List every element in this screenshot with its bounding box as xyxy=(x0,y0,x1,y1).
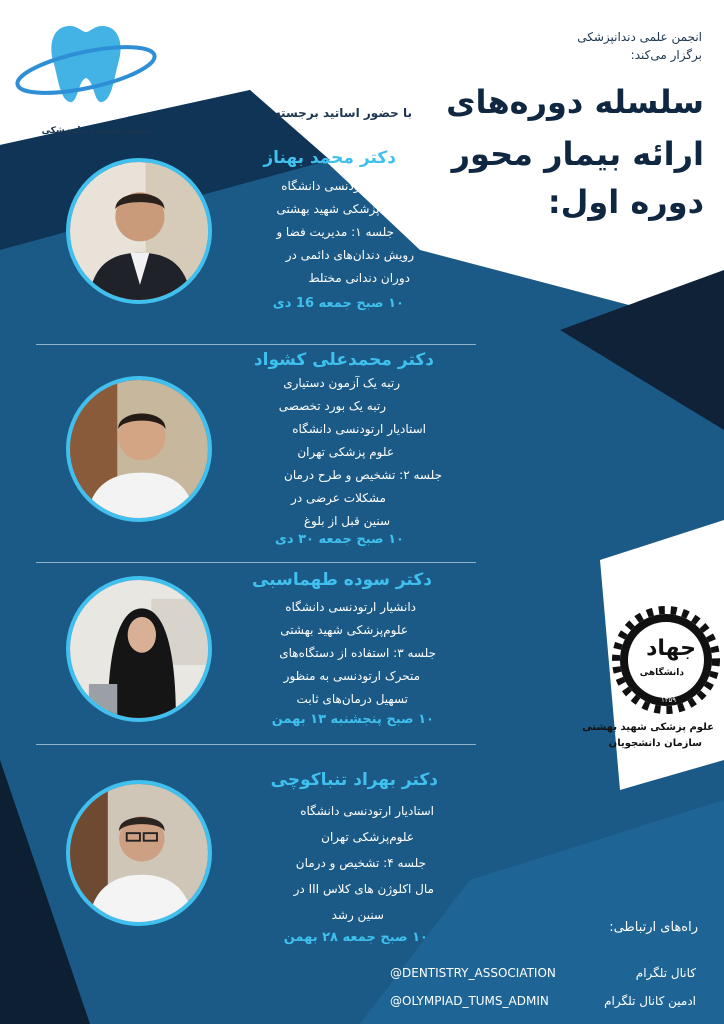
jahad-word: جهاد xyxy=(646,636,696,661)
speaker-name-2: دکتر محمدعلی کشواد xyxy=(253,350,434,370)
contact-label-1: کانال تلگرام xyxy=(635,966,696,980)
title-line-4: ارتودنسی xyxy=(549,231,704,269)
speaker-desc-2-line-7: سنین قبل از بلوغ xyxy=(303,514,390,528)
speaker-desc-3-line-1: دانشیار ارتودنسی دانشگاه xyxy=(285,600,416,614)
title-line-1: سلسله دوره‌های xyxy=(446,83,704,121)
speaker-desc-3-line-3: جلسه ۳: استفاده از دستگاه‌های xyxy=(279,646,436,660)
title-line-2: ارائه بیمار محور xyxy=(451,135,704,173)
speaker-desc-4-line-1: استادیار ارتودنسی دانشگاه xyxy=(300,804,434,818)
speaker-desc-2-line-1: رتبه یک آزمون دستیاری xyxy=(283,376,400,390)
speaker-desc-4-line-5: سنین رشد xyxy=(331,908,384,922)
portrait-placeholder xyxy=(70,380,208,518)
speaker-date-1: ۱۰ صبح جمعه 16 دی xyxy=(272,296,404,311)
speaker-desc-1-line-1: دانشیار ارتودنسی دانشگاه xyxy=(281,179,412,193)
speaker-desc-1-line-5: دوران دندانی مختلط xyxy=(308,271,410,285)
jahad-line-1: علوم پزشکی شهید بهشتی xyxy=(582,722,714,733)
portrait-placeholder xyxy=(70,784,208,922)
speaker-desc-3-line-4: متحرک ارتودنسی به منظور xyxy=(283,669,420,683)
speaker-name-4: دکتر بهراد تنباکوچی xyxy=(270,770,438,790)
speaker-date-3: ۱۰ صبح پنجشنبه ۱۳ بهمن xyxy=(271,712,434,727)
logo-caption: انجمن علمی دندانپزشکی xyxy=(41,126,152,136)
divider-1 xyxy=(36,344,476,345)
jahad-emblem xyxy=(612,606,720,714)
speaker-desc-2-line-6: مشکلات عرضی در xyxy=(291,491,386,505)
contact-heading: راه‌های ارتباطی: xyxy=(609,920,698,935)
telegram-admin-link[interactable]: @OLYMPIAD_TUMS_ADMIN xyxy=(390,994,549,1008)
contact-label-2: ادمین کانال تلگرام xyxy=(604,994,696,1008)
jahad-line-2: سازمان دانشجویان xyxy=(608,738,702,749)
jahad-year: ۱۳۵۹ xyxy=(660,696,676,704)
speaker-date-4: ۱۰ صبح جمعه ۲۸ بهمن xyxy=(283,930,428,945)
speaker-name-3: دکتر سوده طهماسبی xyxy=(252,570,432,590)
speaker-desc-4-line-2: علوم‌پزشکی تهران xyxy=(321,830,414,844)
speaker-photo-3 xyxy=(66,576,212,722)
title-line-3: دوره اول: xyxy=(547,183,704,221)
telegram-channel-link[interactable]: @DENTISTRY_ASSOCIATION xyxy=(390,966,556,980)
speaker-date-2: ۱۰ صبح جمعه ۳۰ دی xyxy=(275,532,404,547)
portrait-placeholder xyxy=(70,580,208,718)
jahad-sub: دانشگاهی xyxy=(639,668,684,678)
speaker-name-1: دکتر محمد بهناز xyxy=(263,148,396,168)
tooth-icon xyxy=(12,18,172,128)
speaker-desc-2-line-2: رتبه یک بورد تخصصی xyxy=(278,399,386,413)
portrait-placeholder xyxy=(70,162,208,300)
divider-2 xyxy=(36,562,476,563)
speaker-desc-1-line-4: رویش دندان‌های دائمی در xyxy=(285,248,414,262)
speaker-desc-3-line-5: تسهیل درمان‌های ثابت xyxy=(296,692,408,706)
speaker-desc-1-line-2: علوم پزشکی شهید بهشتی xyxy=(276,202,408,216)
speaker-desc-2-line-5: جلسه ۲: تشخیص و طرح درمان xyxy=(284,468,442,482)
speaker-desc-2-line-3: استادیار ارتودنسی دانشگاه xyxy=(292,422,426,436)
speaker-photo-4 xyxy=(66,780,212,926)
speaker-desc-4-line-3: جلسه ۴: تشخیص و درمان xyxy=(295,856,426,870)
intro-text: با حضور اساتید برجسته: xyxy=(268,106,412,120)
tooth-logo xyxy=(12,18,172,136)
speaker-desc-3-line-2: علوم‌پزشکی شهید بهشتی xyxy=(280,623,408,637)
speaker-desc-1-line-3: جلسه ۱: مدیریت فضا و xyxy=(276,225,394,239)
organizer-line-2: برگزار می‌کند: xyxy=(630,48,702,62)
divider-3 xyxy=(36,744,476,745)
speaker-desc-2-line-4: علوم پزشکی تهران xyxy=(297,445,394,459)
speaker-photo-1 xyxy=(66,158,212,304)
speaker-desc-4-line-4: مال اکلوژن های کلاس III در xyxy=(293,882,434,896)
organizer-line-1: انجمن علمی دندانپزشکی xyxy=(577,30,702,44)
speaker-photo-2 xyxy=(66,376,212,522)
